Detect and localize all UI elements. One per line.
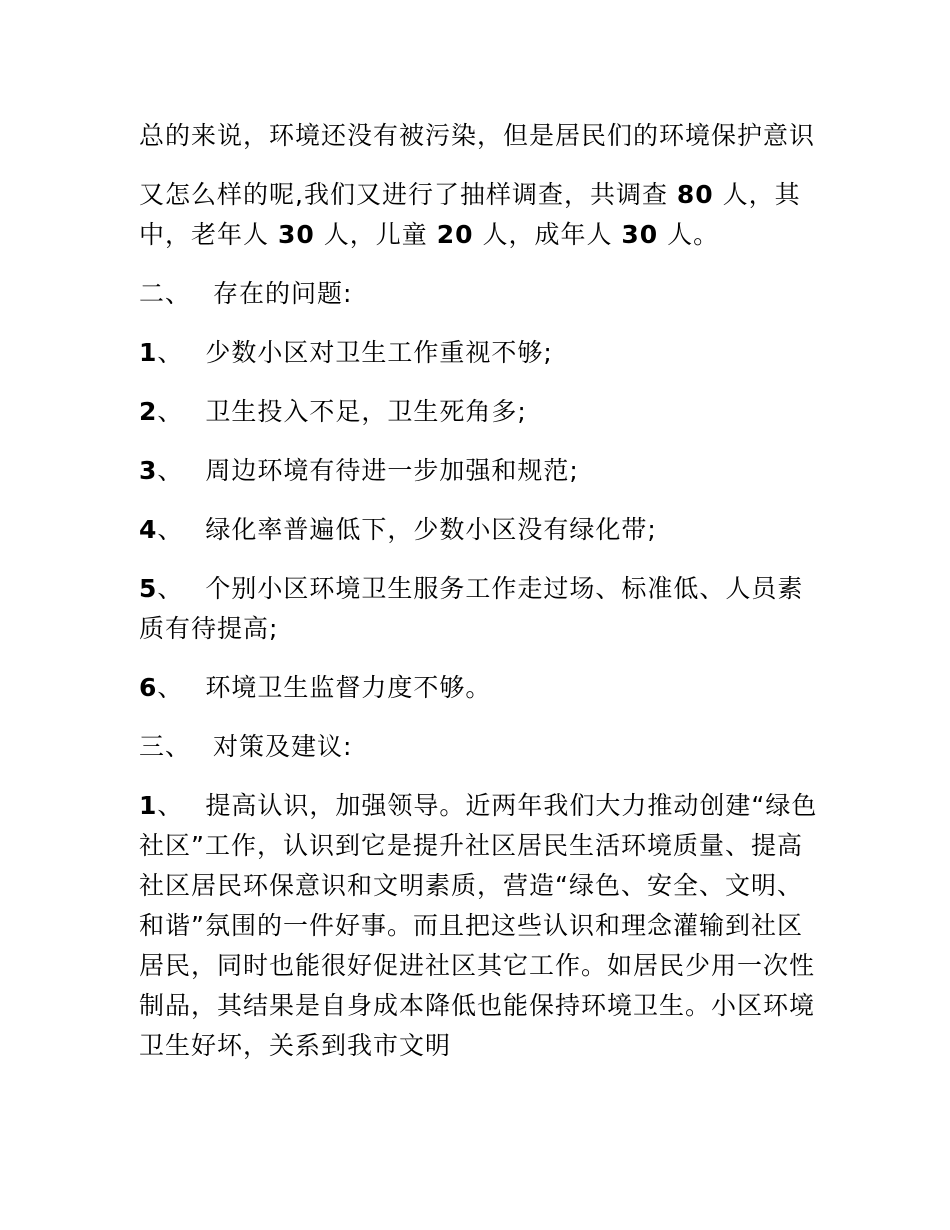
problem-item: 1、 少数小区对卫生工作重视不够; bbox=[139, 338, 553, 367]
problem-item: 2、 卫生投入不足，卫生死角多; bbox=[139, 397, 527, 426]
survey-elderly: 30 bbox=[277, 220, 315, 249]
section-heading-suggestions: 三、 对策及建议: bbox=[139, 732, 353, 761]
problem-item: 5、 个别小区环境卫生服务工作走过场、标准低、人员素质有待提高; bbox=[139, 574, 804, 643]
problem-item: 3、 周边环境有待进一步加强和规范; bbox=[139, 456, 579, 485]
survey-total: 80 bbox=[676, 180, 714, 209]
survey-children: 20 bbox=[436, 220, 474, 249]
suggestion-item: 1、 提高认识，加强领导。近两年我们大力推动创建“绿色社区”工作，认识到它是提升社区居民生活环境质量、提高社区居民环保意识和文明素质，营造“绿色、安全、文明、和谐”氛围的一件好事。而且把这些认识和理念灌输到社区居民，同时也能很好促进社区其它工作。如居民少用一次性制品，其结果是自身成本降低也能保持环境卫生。小区环境卫生好坏，关系到我市文明 bbox=[139, 791, 818, 1060]
document-body bbox=[139, 116, 819, 1085]
paragraph-survey: 又怎么样的呢,我们又进行了抽样调查，共调查 80 人，其中，老年人 30 人，儿童 20 人，成年人 30 人。 bbox=[139, 180, 801, 249]
section-heading-problems: 二、 存在的问题: bbox=[139, 279, 353, 308]
paragraph-summary: 总的来说，环境还没有被污染，但是居民们的环境保护意识 bbox=[139, 121, 816, 150]
problem-item: 6、 环境卫生监督力度不够。 bbox=[139, 673, 492, 702]
problem-item: 4、 绿化率普遍低下，少数小区没有绿化带; bbox=[139, 515, 657, 544]
survey-adults: 30 bbox=[621, 220, 659, 249]
